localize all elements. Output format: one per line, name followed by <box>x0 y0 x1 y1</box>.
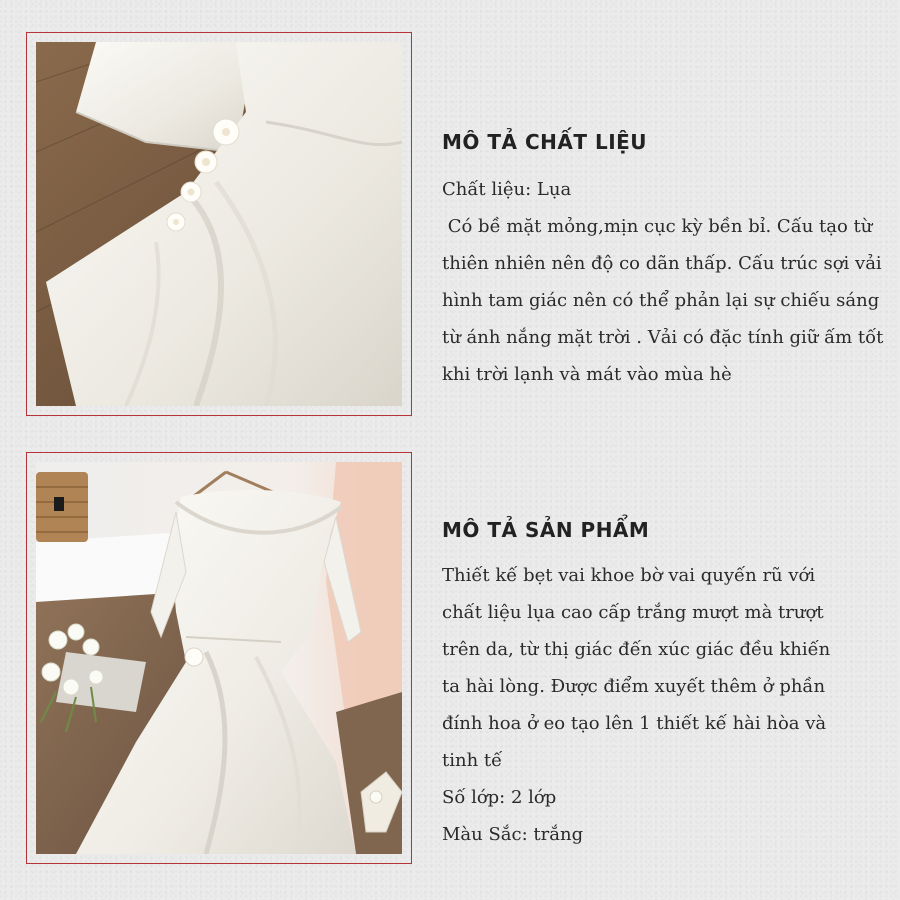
photo-material-closeup <box>36 42 402 406</box>
product-line: Thiết kế bẹt vai khoe bờ vai quyến rũ với <box>442 565 816 586</box>
product-line: chất liệu lụa cao cấp trắng mượt mà trượt <box>442 602 824 623</box>
product-description <box>442 557 882 853</box>
material-line: hình tam giác nên có thể phản lại sự chiếu sáng <box>442 290 880 311</box>
material-line: Có bề mặt mỏng,mịn cục kỳ bền bỉ. Cấu tạo từ <box>442 216 873 237</box>
material-description <box>442 171 882 393</box>
product-line: tinh tế <box>442 750 503 771</box>
photo-product-dress <box>36 462 402 854</box>
material-line: Chất liệu: Lụa <box>442 179 572 200</box>
section-title-material: MÔ TẢ CHẤT LIỆU <box>442 130 648 154</box>
product-line: trên da, từ thị giác đến xúc giác đều khiến <box>442 639 831 660</box>
product-line: ta hài lòng. Được điểm xuyết thêm ở phần <box>442 676 826 697</box>
section-title-product: MÔ TẢ SẢN PHẨM <box>442 518 650 542</box>
material-line: thiên nhiên nên độ co dãn thấp. Cấu trúc sợi vải <box>442 253 882 274</box>
material-line: khi trời lạnh và mát vào mùa hè <box>442 364 732 385</box>
product-line: Số lớp: 2 lớp <box>442 787 557 808</box>
material-line: từ ánh nắng mặt trời . Vải có đặc tính giữ ấm tốt <box>442 327 884 348</box>
product-line: Màu Sắc: trắng <box>442 824 584 845</box>
product-line: đính hoa ở eo tạo lên 1 thiết kế hài hòa và <box>442 713 827 734</box>
